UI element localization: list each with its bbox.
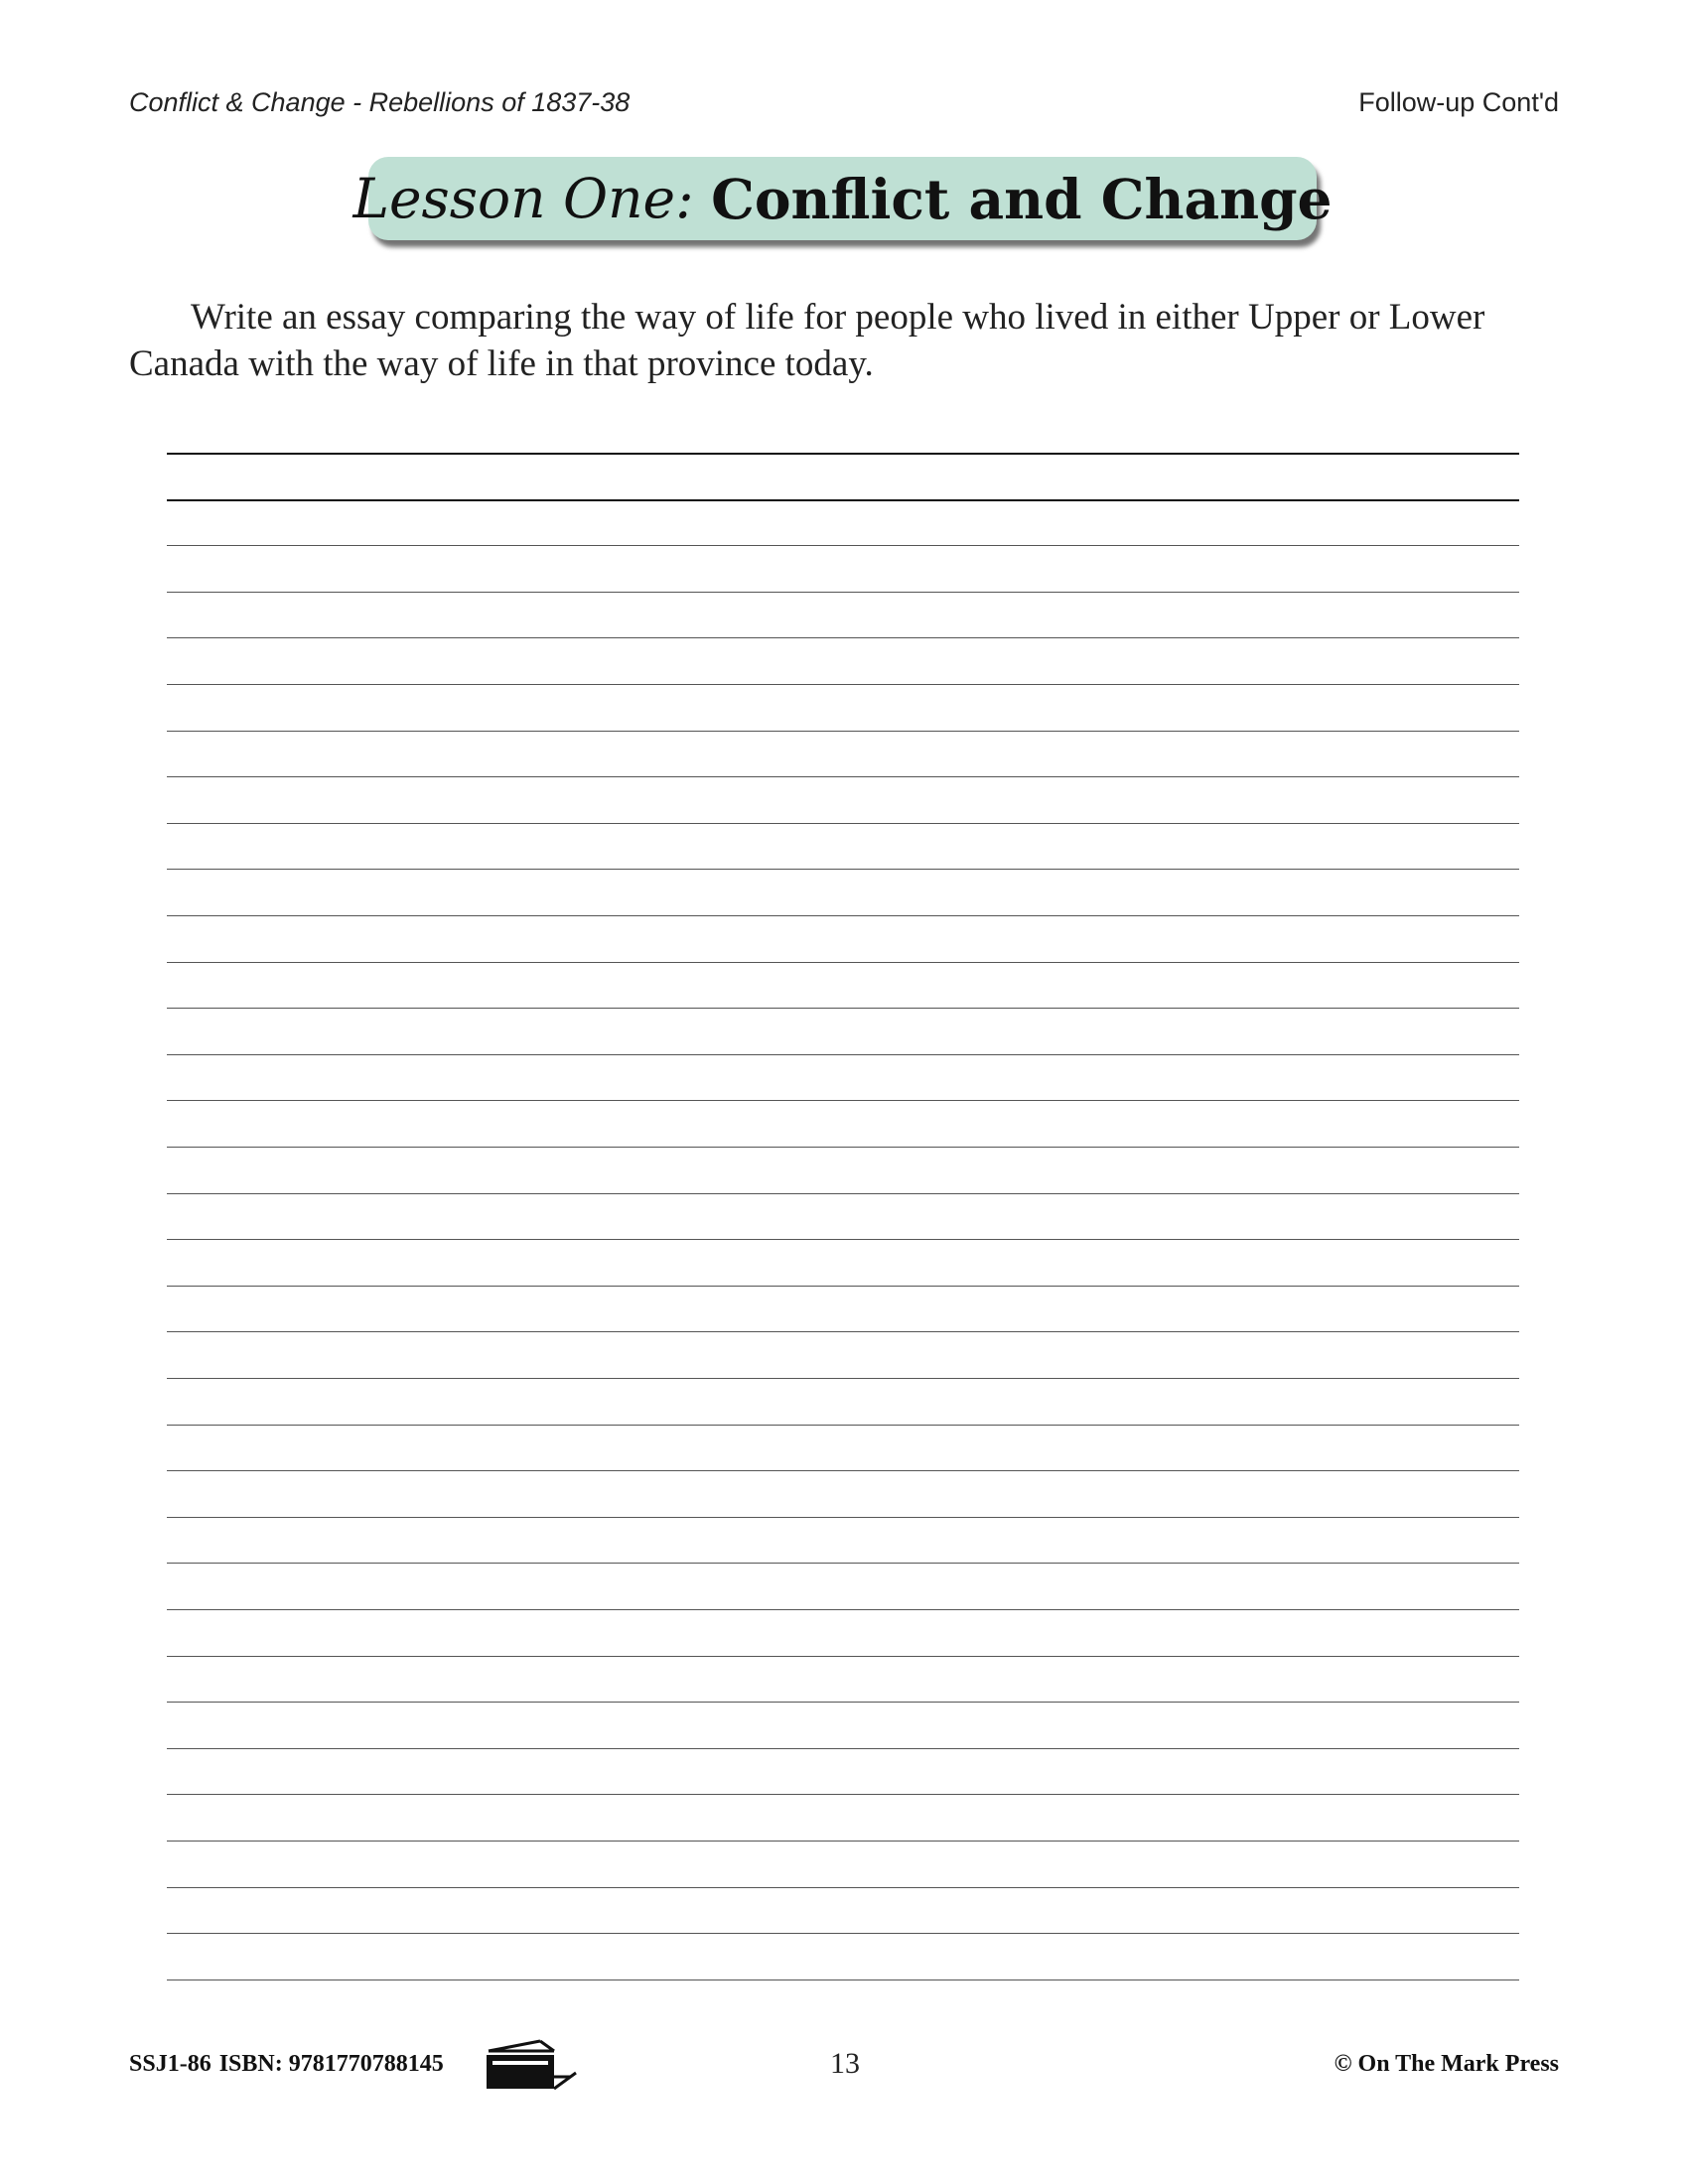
writing-line[interactable] bbox=[167, 1748, 1519, 1749]
running-header-title: Conflict & Change - Rebellions of 1837-38 bbox=[129, 87, 631, 117]
writing-line[interactable] bbox=[167, 592, 1519, 593]
writing-line[interactable] bbox=[167, 1470, 1519, 1471]
writing-line[interactable] bbox=[167, 1841, 1519, 1842]
writing-line[interactable] bbox=[167, 1425, 1519, 1426]
writing-line[interactable] bbox=[167, 1378, 1519, 1379]
writing-line[interactable] bbox=[167, 499, 1519, 501]
page-number: 13 bbox=[830, 2047, 860, 2080]
writing-line[interactable] bbox=[167, 1147, 1519, 1148]
footer-product-code bbox=[129, 2051, 444, 2078]
writing-line[interactable] bbox=[167, 1794, 1519, 1795]
writing-line[interactable] bbox=[167, 1609, 1519, 1610]
lesson-number: Lesson One: bbox=[352, 167, 694, 230]
writing-line[interactable] bbox=[167, 1517, 1519, 1518]
writing-line[interactable] bbox=[167, 1702, 1519, 1703]
writing-line[interactable] bbox=[167, 1979, 1519, 1980]
product-code: SSJ1-86 bbox=[129, 2051, 211, 2077]
lesson-title: Conflict and Change bbox=[711, 166, 1333, 231]
writing-line[interactable] bbox=[167, 1887, 1519, 1888]
writing-line[interactable] bbox=[167, 962, 1519, 963]
lesson-title-banner bbox=[352, 157, 1333, 240]
copyright: © On The Mark Press bbox=[1334, 2051, 1559, 2077]
writing-line[interactable] bbox=[167, 545, 1519, 546]
writing-line[interactable] bbox=[167, 1193, 1519, 1194]
writing-line[interactable] bbox=[167, 1933, 1519, 1934]
writing-line[interactable] bbox=[167, 1054, 1519, 1055]
photocopier-icon bbox=[485, 2037, 579, 2095]
isbn: ISBN: 9781770788145 bbox=[218, 2051, 444, 2077]
writing-line[interactable] bbox=[167, 1286, 1519, 1287]
writing-line[interactable] bbox=[167, 915, 1519, 916]
writing-line[interactable] bbox=[167, 776, 1519, 777]
running-header-section: Follow-up Cont'd bbox=[1358, 87, 1559, 117]
writing-line[interactable] bbox=[167, 637, 1519, 638]
writing-line[interactable] bbox=[167, 1239, 1519, 1240]
writing-line[interactable] bbox=[167, 1008, 1519, 1009]
writing-line[interactable] bbox=[167, 684, 1519, 685]
writing-line[interactable] bbox=[167, 823, 1519, 824]
writing-line[interactable] bbox=[167, 1100, 1519, 1101]
writing-line[interactable] bbox=[167, 1656, 1519, 1657]
essay-prompt: Write an essay comparing the way of life for people who lived in either Upper or Lower Canada with the way of life in that province today. bbox=[129, 297, 1485, 384]
writing-line[interactable] bbox=[167, 453, 1519, 455]
writing-line[interactable] bbox=[167, 731, 1519, 732]
writing-line[interactable] bbox=[167, 869, 1519, 870]
writing-line[interactable] bbox=[167, 1563, 1519, 1564]
writing-line[interactable] bbox=[167, 1331, 1519, 1332]
